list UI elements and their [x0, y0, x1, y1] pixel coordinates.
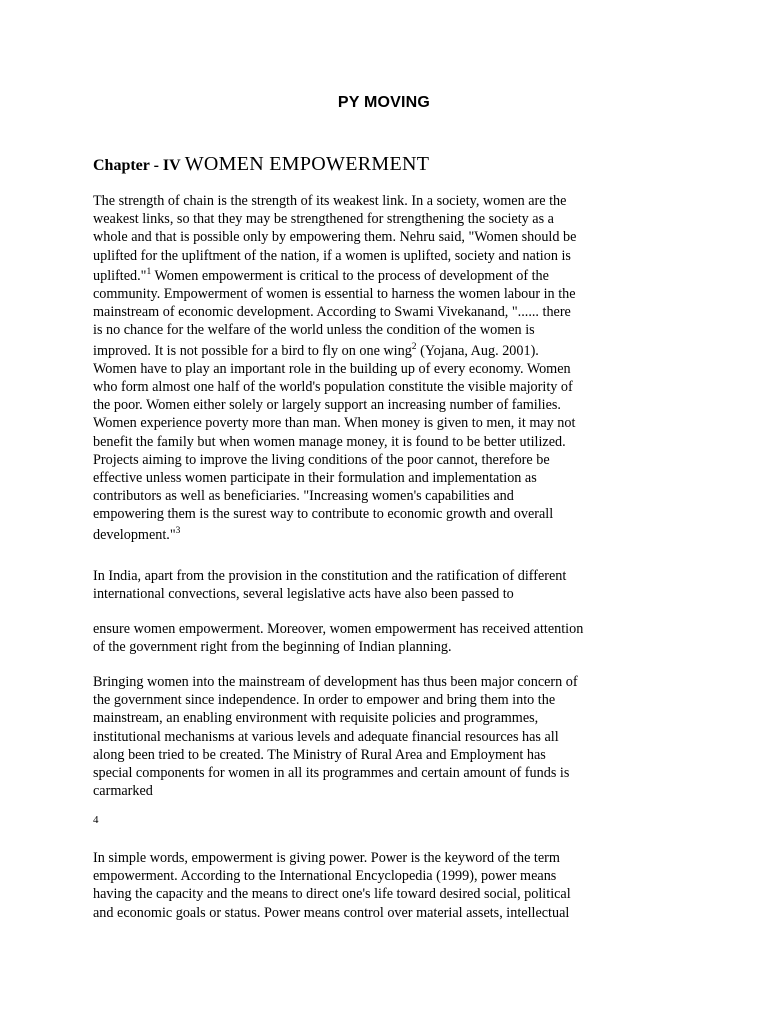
text-line: empowering them is the surest way to contribute to economic growth and overall	[93, 506, 554, 523]
footnote-ref-1: 1	[146, 266, 152, 277]
paragraph-4	[93, 673, 578, 800]
text-line: effective unless women participate in their formulation and implementation as	[93, 470, 537, 487]
text-fragment: (Yojana, Aug. 2001).	[416, 342, 539, 359]
footnote-ref-2: 2	[411, 341, 417, 352]
text-line: ensure women empowerment. Moreover, women empowerment has received attention	[93, 621, 584, 637]
paragraph-2	[93, 567, 566, 603]
page-header: PY MOVING	[337, 94, 431, 111]
text-line: special components for women in all its programmes and certain amount of funds is	[93, 765, 570, 782]
paragraph-5	[93, 849, 571, 922]
text-line: the government since independence. In order to empower and bring them into the	[93, 692, 556, 709]
text-line: In simple words, empowerment is giving power. Power is the keyword of the term	[93, 850, 560, 866]
text-line: of the government right from the beginning of Indian planning.	[93, 639, 452, 656]
text-line: community. Empowerment of women is essential to harness the women labour in the	[93, 286, 576, 303]
text-line: along been tried to be created. The Ministry of Rural Area and Employment has	[93, 746, 546, 763]
paragraph-3	[93, 620, 583, 656]
text-line: whole and that is possible only by empowering them. Nehru said, "Women should be	[93, 229, 577, 246]
text-line: contributors as well as beneficiaries. "Increasing women's capabilities and	[93, 488, 514, 505]
text-line: In India, apart from the provision in the constitution and the ratification of different	[93, 568, 567, 584]
text-line	[93, 267, 576, 285]
text-fragment: development."	[93, 526, 176, 543]
text-line: institutional mechanisms at various levels and adequate financial resources has all	[93, 728, 559, 745]
footnote-ref-3: 3	[175, 525, 181, 536]
text-line: carmarked	[93, 783, 153, 800]
chapter-title: WOMEN EMPOWERMENT	[184, 153, 430, 175]
chapter-heading	[93, 153, 429, 176]
text-line: international convections, several legislative acts have also been passed to	[93, 586, 514, 603]
text-fragment: uplifted."	[93, 267, 147, 284]
text-line: the poor. Women either solely or largely support an increasing number of families.	[93, 397, 561, 414]
text-line: is no chance for the welfare of the world unless the condition of the women is	[93, 322, 535, 339]
text-line: who form almost one half of the world's population constitute the visible majority of	[93, 379, 573, 396]
footnote-number: 4	[93, 814, 99, 826]
text-line: Women experience poverty more than man. When money is given to men, it may not	[93, 415, 576, 432]
text-line: Projects aiming to improve the living conditions of the poor cannot, therefore be	[93, 451, 550, 468]
text-line: Bringing women into the mainstream of development has thus been major concern of	[93, 674, 578, 690]
text-line: having the capacity and the means to direct one's life toward desired social, political	[93, 886, 571, 903]
text-line: empowerment. According to the International Encyclopedia (1999), power means	[93, 868, 557, 885]
chapter-number: Chapter - IV	[93, 157, 181, 174]
text-line: benefit the family but when women manage money, it is found to be better utilized.	[93, 433, 566, 450]
paragraph-1	[93, 192, 576, 544]
text-fragment: Women empowerment is critical to the process of development of the	[151, 267, 549, 284]
text-line: uplifted for the upliftment of the nation, if a women is uplifted, society and nation is	[93, 247, 571, 264]
text-fragment: improved. It is not possible for a bird to fly on one wing	[93, 342, 412, 359]
text-line: The strength of chain is the strength of its weakest link. In a society, women are the	[93, 193, 567, 209]
text-line: mainstream, an enabling environment with requisite policies and programmes,	[93, 710, 539, 727]
text-line	[93, 526, 576, 544]
text-line	[93, 342, 576, 360]
text-line: Women have to play an important role in the building up of every economy. Women	[93, 360, 571, 377]
text-line: and economic goals or status. Power means control over material assets, intellectual	[93, 904, 570, 921]
text-line: mainstream of economic development. According to Swami Vivekanand, "...... there	[93, 304, 571, 321]
text-line: weakest links, so that they may be strengthened for strengthening the society as a	[93, 211, 554, 228]
